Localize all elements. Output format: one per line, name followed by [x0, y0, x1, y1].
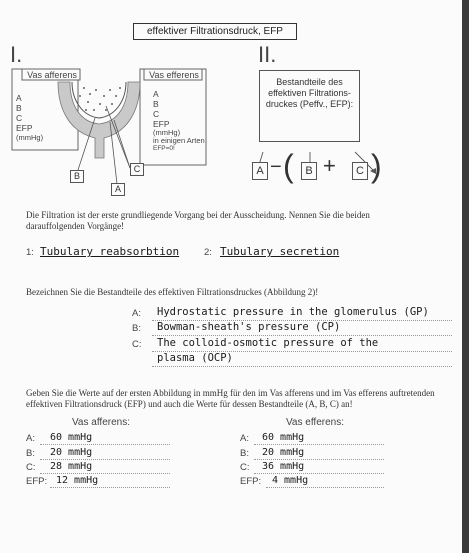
value-line	[254, 473, 384, 474]
question-3-text: Geben Sie die Werte auf der ersten Abbildung in mmHg für den im Vas afferens und im Vas efferens auftretenden effektiven Filtrationsdruck (EFP) und auch die Werte für dessen Bestandteile (A, B, C) an!	[26, 388, 435, 409]
efferens-item: (mmHg)	[153, 128, 181, 137]
efferens-item: in einigen Arten	[153, 136, 205, 145]
component-label-a: A:	[132, 308, 141, 319]
formula-plus: +	[323, 153, 336, 178]
efferens-value-c: 36 mmHg	[262, 461, 305, 472]
formula-b: B	[301, 162, 317, 180]
afferens-label-efp: EFP:	[26, 476, 48, 487]
efferens-value-efp: 4 mmHg	[272, 475, 309, 486]
afferens-value-b: 20 mmHg	[50, 447, 93, 458]
component-answer-c-continued: plasma (OCP)	[157, 352, 233, 364]
vas-afferens-heading: Vas afferens:	[72, 417, 130, 428]
value-line	[266, 487, 384, 488]
formula-a: A	[252, 162, 268, 180]
answer-2-number: 2:	[204, 247, 212, 258]
formula-close-paren: )	[371, 148, 382, 184]
afferens-item: C	[16, 113, 23, 123]
afferens-label-b: B:	[26, 448, 35, 459]
page-title: effektiver Filtrationsdruck, EFP	[133, 23, 297, 40]
component-label-c: C:	[132, 339, 142, 350]
efferens-item: EFP=0!	[153, 145, 175, 152]
vas-efferens-heading: Vas efferens:	[286, 417, 344, 428]
figure-1-label-c: C	[130, 163, 144, 176]
efferens-value-b: 20 mmHg	[262, 447, 305, 458]
afferens-values-list	[16, 93, 43, 143]
afferens-item: A	[16, 93, 22, 103]
figure-1-label-a: A	[111, 183, 125, 196]
afferens-label-a: A:	[26, 433, 35, 444]
figure-1-label-b: B	[70, 170, 84, 183]
component-label-b: B:	[132, 323, 141, 334]
afferens-value-a: 60 mmHg	[50, 432, 93, 443]
vas-afferens-title: Vas afferens	[27, 70, 77, 80]
answer-1-number: 1:	[26, 247, 34, 258]
answer-line	[152, 335, 452, 336]
vas-efferens-title: Vas efferens	[149, 70, 199, 80]
afferens-value-c: 28 mmHg	[50, 461, 93, 472]
answer-1: Tubulary reabsorbtion	[40, 245, 180, 258]
afferens-item: B	[16, 103, 22, 113]
formula-open-paren: (	[283, 148, 294, 184]
efferens-label-c: C:	[240, 462, 250, 473]
efferens-label-b: B:	[240, 448, 249, 459]
value-line	[40, 444, 170, 445]
value-line	[40, 459, 170, 460]
components-box: Bestandteile des effektiven Filtrations-druckes (Peffv., EFP):	[259, 70, 360, 142]
question-2-text: Bezeichnen Sie die Bestandteile des effektiven Filtrationsdruckes (Abbildung 2)!	[26, 287, 319, 297]
efferens-values-list	[153, 89, 205, 153]
value-line	[40, 473, 170, 474]
efferens-label-a: A:	[240, 433, 249, 444]
efferens-label-efp: EFP:	[240, 476, 262, 487]
component-answer-a: Hydrostatic pressure in the glomerulus (GP)	[157, 306, 429, 318]
afferens-item: (mmHg)	[16, 133, 44, 142]
afferens-value-efp: 12 mmHg	[56, 475, 99, 486]
efferens-value-a: 60 mmHg	[262, 432, 305, 443]
formula-minus: −	[270, 156, 282, 178]
afferens-item: EFP	[16, 123, 33, 133]
value-line	[50, 487, 170, 488]
efferens-item: A	[153, 89, 159, 99]
answer-2: Tubulary secretion	[220, 245, 340, 258]
afferens-label-c: C:	[26, 462, 36, 473]
question-1-text: Die Filtration ist der erste grundliegende Vorgang bei der Ausscheidung. Nennen Sie die beiden darauffolgenden Vorgänge!	[26, 210, 370, 231]
component-answer-c: The colloid-osmotic pressure of the	[157, 337, 379, 349]
component-answer-b: Bowman-sheath's pressure (CP)	[157, 321, 341, 333]
efferens-item: B	[153, 99, 159, 109]
answer-line	[152, 366, 452, 367]
figure-2-numeral: II.	[258, 42, 277, 67]
figure-1-numeral: I.	[10, 42, 23, 67]
efferens-item: C	[153, 109, 160, 119]
value-line	[254, 459, 384, 460]
page-edge-shadow	[462, 0, 469, 553]
formula-c: C	[352, 162, 368, 180]
efferens-item: EFP	[153, 119, 170, 129]
value-line	[254, 444, 384, 445]
